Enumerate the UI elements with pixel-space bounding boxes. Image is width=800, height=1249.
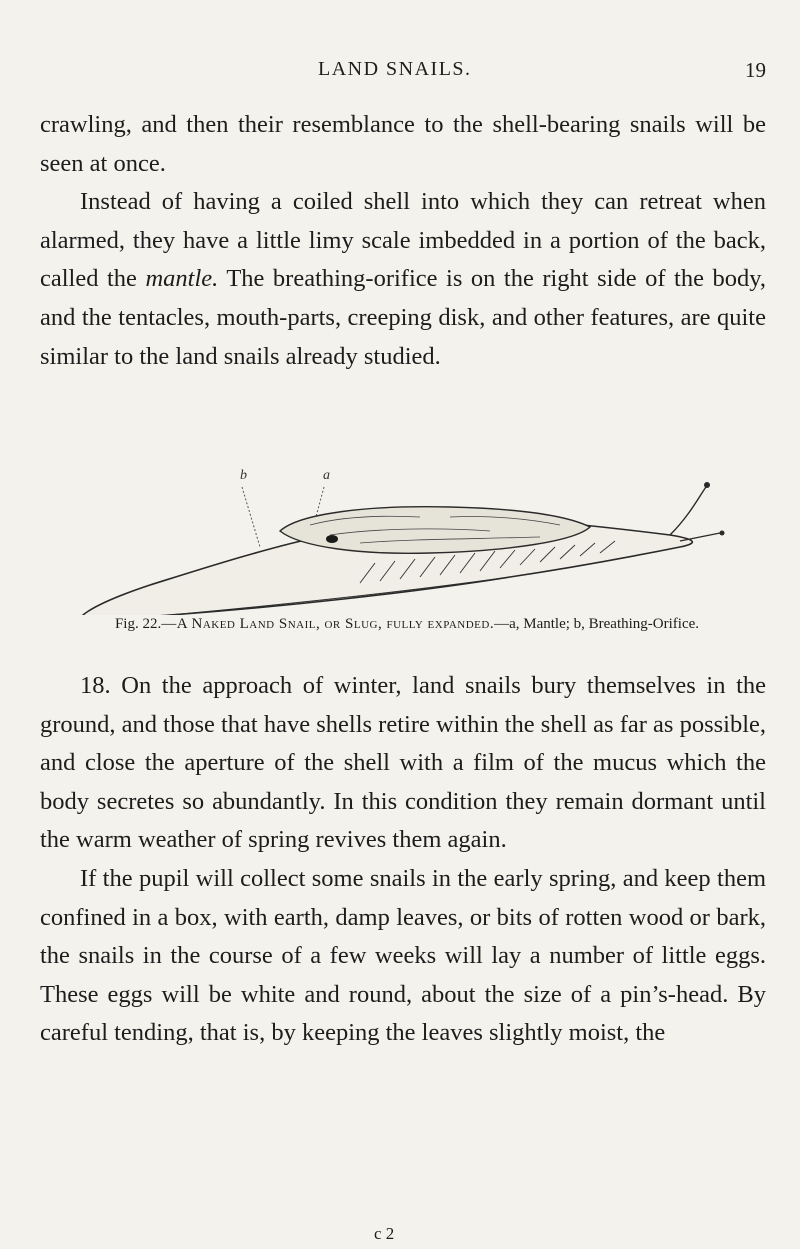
paragraph-mantle — [40, 183, 766, 376]
slug-figure — [30, 455, 770, 655]
paragraph-mantle-part1: Instead of having a coiled shell into which they can retreat when alarmed, they have a little limy scale imbedded in a portion of the back, called the — [40, 188, 766, 293]
paragraph-mantle-part2: The breathing-orifice is on the right side of the body, and the tentacles, mouth-parts, creeping disk, and other features, are quite similar to the land snails already studied. — [40, 265, 766, 370]
figure-caption — [52, 615, 762, 634]
tentacle-tip-upper — [704, 482, 710, 488]
label-b-leader — [242, 487, 260, 547]
upper-tentacle — [670, 487, 706, 535]
running-head: LAND SNAILS. — [318, 58, 472, 80]
slug-illustration — [30, 455, 770, 615]
figure-label-b: b — [240, 468, 247, 483]
top-text-block — [40, 106, 766, 376]
breathing-orifice — [326, 535, 338, 543]
figure-label-a: a — [323, 468, 330, 483]
page-header — [0, 58, 800, 88]
bottom-text-block — [40, 667, 766, 1053]
signature-mark: c 2 — [374, 1224, 395, 1243]
caption-legend: —a, Mantle; b, Breathing-Orifice. — [494, 616, 700, 632]
caption-fig-number: Fig. 22. — [114, 616, 162, 632]
paragraph-winter: 18. On the approach of winter, land snails bury themselves in the ground, and those that have shells retire within the shell as far as possible, and close the aperture of the shell with a film of the mucus which the body secretes so abundantly. In this condition they remain dormant until the warm weather of spring revives them again. — [40, 672, 766, 854]
paragraph-eggs: If the pupil will collect some snails in the early spring, and keep them confined in a box, with earth, damp leaves, or bits of rotten wood or bark, the snails in the course of a few weeks will lay a number of little eggs. These eggs will be white and round, about the size of a pin’s-head. By careful tending, that is, by keeping the leaves slightly moist, the — [40, 864, 766, 1047]
tentacle-tip-lower — [720, 531, 725, 536]
lower-tentacle — [680, 533, 720, 541]
page-number: 19 — [745, 58, 766, 82]
mantle-term: mantle. — [145, 265, 219, 293]
paragraph-continuation: crawling, and then their resemblance to the shell-bearing snails will be seen at once. — [40, 111, 766, 177]
caption-title: —A Naked Land Snail, or Slug, fully expanded. — [161, 616, 495, 632]
